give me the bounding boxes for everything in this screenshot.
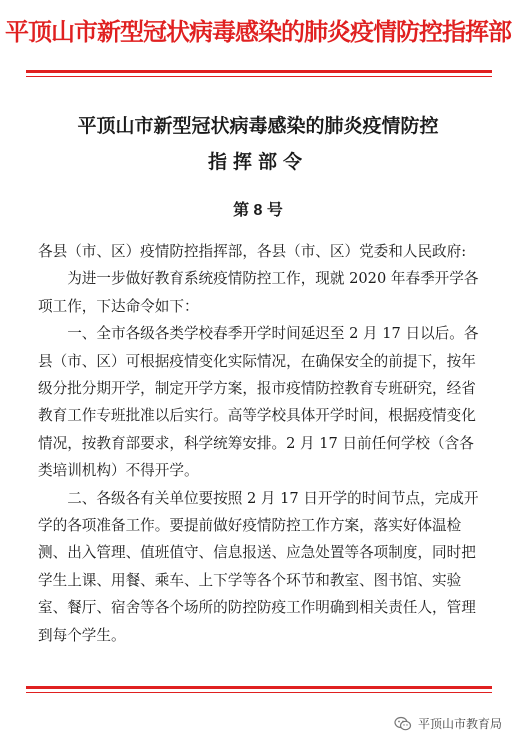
account-name: 平顶山市教育局	[417, 717, 502, 731]
document-body	[38, 238, 482, 649]
footer-watermark	[394, 715, 502, 732]
header-rule-thick	[26, 70, 492, 73]
footer-rule-thick	[26, 686, 492, 689]
document-number: 第 8 号	[233, 202, 283, 219]
document-title-line2: 指挥部令	[207, 151, 308, 173]
document-title-line1: 平顶山市新型冠状病毒感染的肺炎疫情防控	[77, 115, 439, 137]
clause-two-paragraph: 二、各级各有关单位要按照 2 月 17 日开学的时间节点，完成开学的各项准备工作。要提前做好疫情防控工作方案，落实好体温检测、出入管理、值班值守、信息报送、应急处置等各项制度，同时把学生上课、用餐、乘车、上下学等各个环节和教室、图书馆、实验室、餐厅、宿舍等各个场所的防控防疫工作明确到相关责任人，管理到每个学生。	[38, 489, 479, 644]
addressee-paragraph: 各县（市、区）疫情防控指挥部，各县（市、区）党委和人民政府:	[38, 243, 467, 260]
header-title: 平顶山市新型冠状病毒感染的肺炎疫情防控指挥部	[5, 17, 511, 46]
intro-paragraph: 为进一步做好教育系统疫情防控工作，现就 2020 年春季开学各项工作，下达命令如下：	[38, 270, 479, 315]
clause-one-paragraph: 一、全市各级各类学校春季开学时间延迟至 2 月 17 日以后。各县（市、区）可根据疫情变化实际情况，在确保安全的前提下，按年级分批分期开学，制定开学方案，报市疫情防控教育专班研究，经省教育工作专班批准以后实行。高等学校具体开学时间，根据疫情变化情况，按教育部要求，科学统筹安排。2 月 17 日前任何学校（含各类培训机构）不得开学。	[38, 325, 479, 480]
wechat-icon	[394, 716, 412, 732]
footer-rule-thin	[26, 692, 492, 693]
header-rule-thin	[26, 76, 492, 77]
